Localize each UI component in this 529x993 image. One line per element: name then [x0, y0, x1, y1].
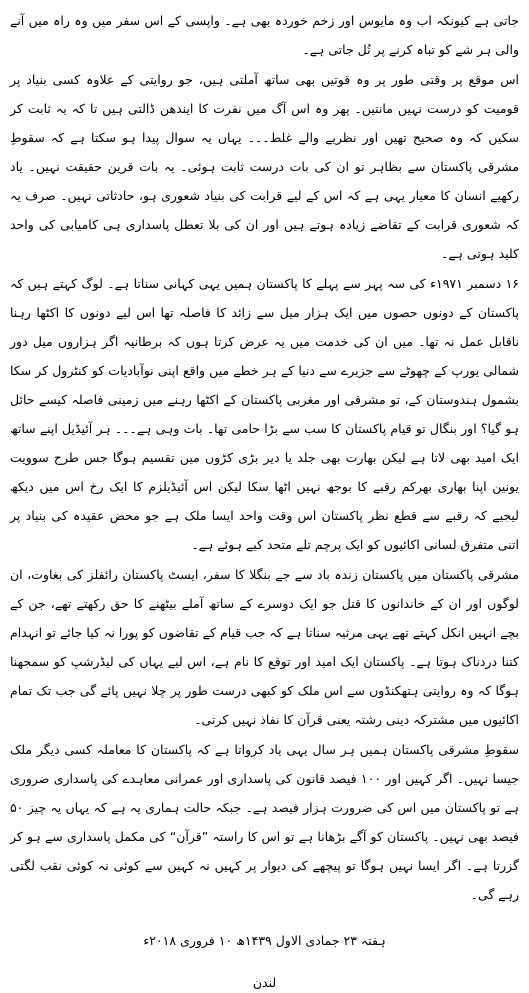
paragraph: جاتی ہے کیونکہ اب وہ مایوس اور زخم خوردہ بھی ہے۔ واپسی کے اس سفر میں وہ راہ میں آنے والی ہر شے کو تباہ کرنے پر تُل جاتی ہے۔: [10, 13, 519, 57]
city-name: لندن: [252, 975, 277, 990]
paragraph: ۱۶ دسمبر ۱۹۷۱ء کی سہ پہر سے پہلے کا پاکستان ہمیں یہی کہانی سناتا ہے۔ لوگ کہتے ہیں کہ پاکستان کے دونوں حصوں میں ایک ہزار میل سے زائد کا فاصلہ تھا اس لیے دونوں کا اکٹھا رہنا ناقابل عمل نہ تھا۔ میں ان کی خدمت میں یہ عرض کرتا ہوں کہ برطانیہ اگر ہزاروں میل دور شمالی یورپ کے چھوٹے سے جزیرے سے دنیا کے ہر خطے میں واقع اپنی نوآبادیات کو کنٹرول کر سکا بشمول ہندوستان کے، تو مشرقی اور مغربی پاکستان کے اکٹھا رہنے میں زمینی فاصلہ کیسے حائل ہو گیا؟ اور بنگال تو قیام پاکستان کا سب سے بڑا حامی تھا۔ بات وہی ہے۔۔۔ ہر آئیڈیل اپنے ساتھ ایک امید بھی لاتا ہے لیکن بھارت بھی جلد یا دیر بڑی کڑوں میں تقسیم ہوگا جس طرح سوویت یونین اپنا بھاری بھرکم رقبے کا بوجھ نہیں اٹھا سکا لیکن اس آئیڈیلزم کا ایک رخ اس میں دیکھ لیجیے کہ رقبے سے قطع نظر پاکستان اس وقت واحد ایسا ملک ہے جو محض عقیدہ کی بنیاد پر اتنی متفرق لسانی اکائیوں کو ایک پرچم تلے متحد کیے ہوئے ہے۔: [10, 276, 519, 552]
paragraph: سقوطِ مشرقی پاکستان ہمیں ہر سال یہی یاد کرواتا ہے کہ پاکستان کا معاملہ کسی دیگر ملک جیسا نہیں۔ اگر کہیں اور ۱۰۰ فیصد قانون کی پاسداری اور عمرانی معاہدے کی پاسداری ضروری ہے تو پاکستان میں اس کی ضرورت ہزار فیصد ہے۔ جبکہ حالت ہماری یہ ہے کہ یہاں یہ چیز ۵۰ فیصد بھی نہیں۔ پاکستان کو آگے بڑھانا ہے تو اس کا راستہ ”قرآن“ کی مکمل پاسداری سے ہو کر گزرتا ہے۔ اگر ایسا نہیں ہوگا تو پیچھے کی دیوار پر کہیں نہ کہیں سے کوئی نہ کوئی نقب لگتی رہے گی۔: [10, 742, 519, 902]
article-body: [10, 6, 519, 909]
dateline: ہفتہ ۲۳ جمادی الاول ۱۴۳۹ھ ۱۰ فروری ۲۰۱۸ء: [143, 933, 386, 948]
paragraph: اس موقع پر وقتی طور پر وہ قوتیں بھی ساتھ آملتی ہیں، جو روایتی کے علاوہ کسی بنیاد پر قومیت کو درست نہیں مانتیں۔ پھر وہ اس آگ میں نفرت کا ایندھن ڈالتی ہیں تا کہ یہ ثابت کر سکیں کہ وہ صحیح تھیں اور نظریے والے غلط۔۔۔ یہاں یہ سوال پیدا ہو سکتا ہے کہ سقوطِ مشرقی پاکستان سے بظاہر تو ان کی بات درست ثابت ہوئی۔ یہ بات قرین حقیقت نہیں۔ یاد رکھیے انسان کا معیار یہی ہے کہ اس کے لیے قرابت کی بنیاد شعوری ہو، حادثاتی نہیں۔ صرف یہ کہ شعوری قرابت کے تقاضے زیادہ ہوتے ہیں اور ان کی بلا تعطل پاسداری ہی کامیابی کی واحد کلید ہوتی ہے۔: [10, 72, 519, 261]
paragraph: مشرقی پاکستان میں پاکستان زندہ باد سے جے بنگلا کا سفر، ایسٹ پاکستان رائفلز کی بغاوت، ان لوگوں اور ان کے خاندانوں کا قتل جو ایک دوسرے کے ساتھ آملے بیٹھنے کا حق رکھتے تھے، جن کے بچے انہیں انکل کہتے تھے یہی مرثیہ سناتا ہے کہ جب قیام کے تقاضوں کو پورا نہ کیا جائے تو انہدام کتنا دردناک ہوتا ہے۔ پاکستان ایک امید اور توقع کا نام ہے، اس لیے یہاں کی لیڈرشپ کو سمجھنا ہوگا کہ وہ روایتی ہتھکنڈوں سے اس ملک کو کبھی درست طور پر چلا نہیں پائے گی جب تک تمام اکائیوں میں مشترکہ دینی رشتہ یعنی قرآن کا نفاذ نہیں کرتی۔: [10, 567, 519, 727]
